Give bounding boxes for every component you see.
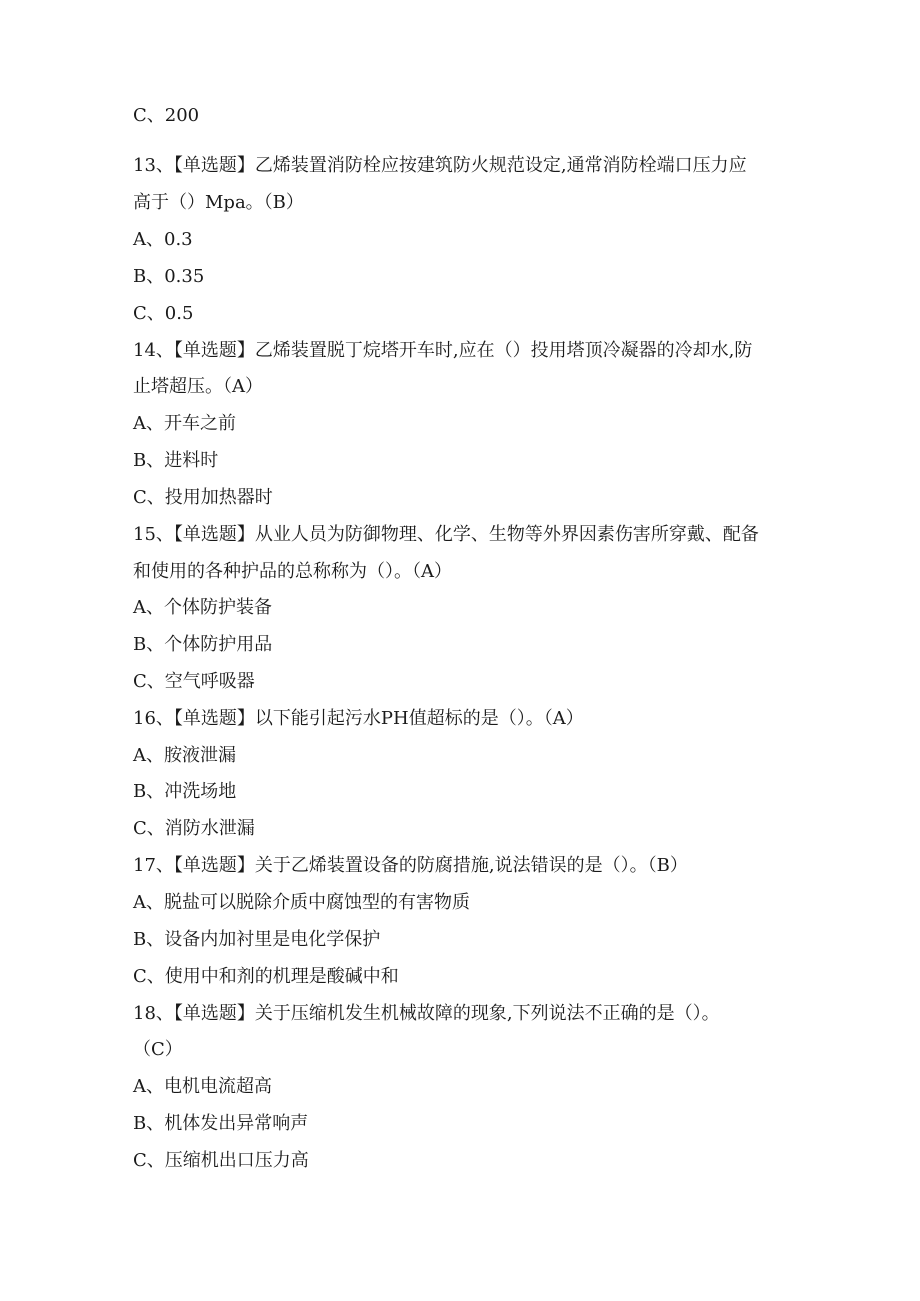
option-b-line: B、设备内加衬里是电化学保护 [133, 929, 381, 950]
option-b-line: B、机体发出异常响声 [133, 1113, 309, 1134]
option-b-line: B、个体防护用品 [133, 634, 273, 655]
option-b-line: B、进料时 [133, 450, 219, 471]
option-a-line: A、个体防护装备 [133, 597, 272, 618]
question-15-text-cont: 和使用的各种护品的总称称为（）。（A） [133, 561, 452, 582]
option-c-line: C、空气呼吸器 [133, 671, 255, 692]
question-18-text-cont: （C） [133, 1039, 183, 1060]
option-a-line: A、脱盐可以脱除介质中腐蚀型的有害物质 [133, 892, 470, 913]
option-a-line: A、0.3 [133, 229, 193, 250]
option-c-line: C、投用加热器时 [133, 487, 273, 508]
option-c-line: C、200 [133, 105, 200, 126]
question-16-text: 16、【单选题】以下能引起污水PH值超标的是（）。（A） [133, 708, 584, 729]
option-a-line: A、电机电流超高 [133, 1076, 272, 1097]
option-b-line: B、冲洗场地 [133, 781, 237, 802]
option-a-line: A、胺液泄漏 [133, 745, 236, 766]
question-13-text: 13、【单选题】乙烯装置消防栓应按建筑防火规范设定,通常消防栓端口压力应 [133, 155, 747, 176]
option-a-line: A、开车之前 [133, 413, 236, 434]
option-c-line: C、消防水泄漏 [133, 818, 255, 839]
question-17-text: 17、【单选题】关于乙烯装置设备的防腐措施,说法错误的是（）。（B） [133, 855, 688, 876]
question-14-text-cont: 止塔超压。（A） [133, 376, 263, 397]
option-c-line: C、压缩机出口压力高 [133, 1150, 309, 1171]
question-18-text: 18、【单选题】关于压缩机发生机械故障的现象,下列说法不正确的是（）。 [133, 1003, 720, 1024]
question-15-text: 15、【单选题】从业人员为防御物理、化学、生物等外界因素伤害所穿戴、配备 [133, 524, 759, 545]
question-13-text-cont: 高于（）Mpa。（B） [133, 192, 304, 213]
option-b-line: B、0.35 [133, 266, 205, 287]
question-14-text: 14、【单选题】乙烯装置脱丁烷塔开车时,应在（）投用塔顶冷凝器的冷却水,防 [133, 340, 753, 361]
option-c-line: C、0.5 [133, 303, 194, 324]
option-c-line: C、使用中和剂的机理是酸碱中和 [133, 966, 399, 987]
